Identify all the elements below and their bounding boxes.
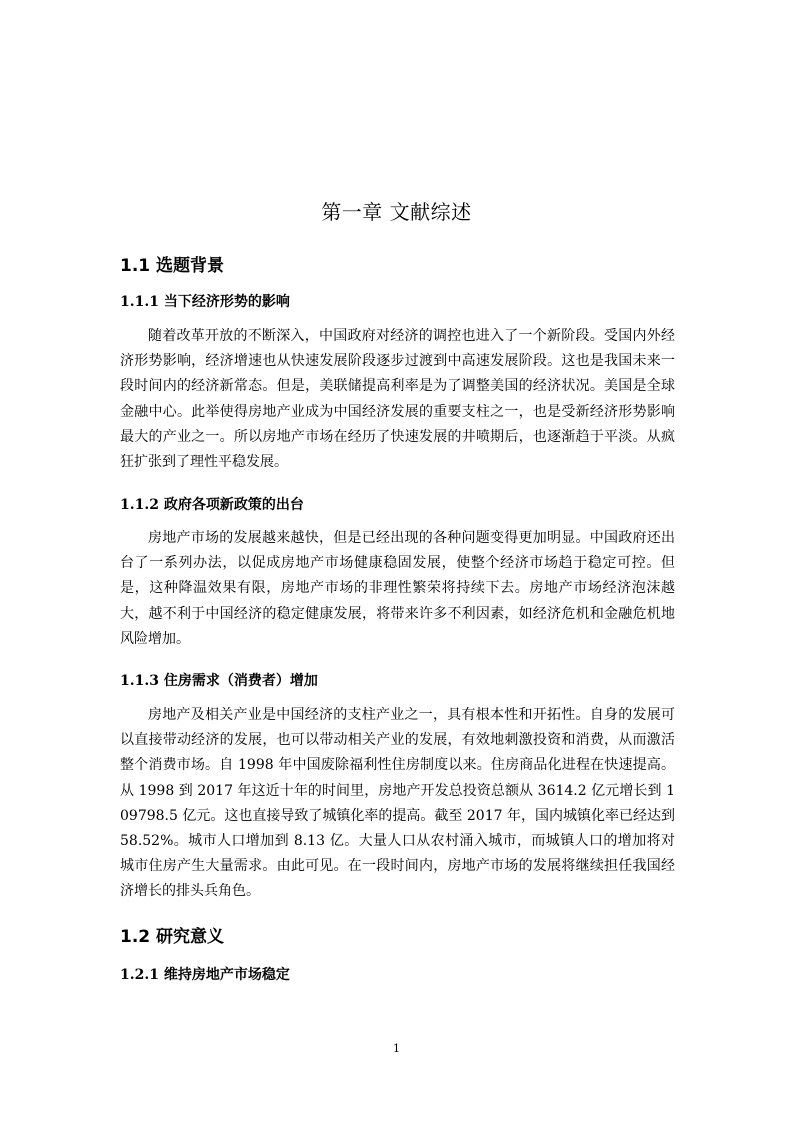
paragraph-1-1-2: 房地产市场的发展越来越快，但是已经出现的各种问题变得更加明显。中国政府还出台了一系列办法，以促成房地产市场健康稳固发展，使整个经济市场趋于稳定可控。但是，这种降温效果有限，房地产市场的非理性繁荣将持续下去。房地产市场经济泡沫越大，越不利于中国经济的稳定健康发展，将带来许多不利因素，如经济危机和金融危机地风险增加。 bbox=[120, 530, 675, 647]
page-number: 1 bbox=[393, 1042, 400, 1055]
section-heading-1-1: 1.1 选题背景 bbox=[120, 256, 225, 276]
paragraph-1-1-1: 随着改革开放的不断深入，中国政府对经济的调控也进入了一个新阶段。受国内外经济形势影响，经济增速也从快速发展阶段逐步过渡到中高速发展阶段。这也是我国未来一段时间内的经济新常态。但是，美联储提高利率是为了调整美国的经济状况。美国是全球金融中心。此举使得房地产业成为中国经济发展的重要支柱之一，也是受新经济形势影响最大的产业之一。所以房地产市场在经历了快速发展的井喷期后，也逐渐趋于平淡。从疯狂扩张到了理性平稳发展。 bbox=[120, 328, 675, 471]
chapter-title: 第一章 文献综述 bbox=[321, 200, 472, 224]
paragraph-1-1-3: 房地产及相关产业是中国经济的支柱产业之一，具有根本性和开拓性。自身的发展可以直接带动经济的发展，也可以带动相关产业的发展，有效地刺激投资和消费，从而激活整个消费市场。自 1998 年中国废除福利性住房制度以来。住房商品化进程在快速提高。从 1998 到 2017 年这近十年的时间里，房地产开发总投资总额从 3614.2 亿元增长到 109798.5 亿元。这也直接导致了城镇化率的提高。截至 2017 年，国内城镇化率已经达到 58.52%。城市人口增加到 8.13 亿。大量人口从农村涌入城市，而城镇人口的增加将对城市住房产生大量需求。由此可见。在一段时间内，房地产市场的发展将继续担任我国经济增长的排头兵角色。 bbox=[120, 707, 675, 900]
subsection-heading-1-1-3: 1.1.3 住房需求（消费者）增加 bbox=[120, 673, 318, 689]
subsection-heading-1-1-1: 1.1.1 当下经济形势的影响 bbox=[120, 294, 290, 310]
section-heading-1-2: 1.2 研究意义 bbox=[120, 927, 225, 947]
subsection-heading-1-2-1: 1.2.1 维持房地产市场稳定 bbox=[120, 967, 290, 983]
subsection-heading-1-1-2: 1.1.2 政府各项新政策的出台 bbox=[120, 497, 304, 513]
